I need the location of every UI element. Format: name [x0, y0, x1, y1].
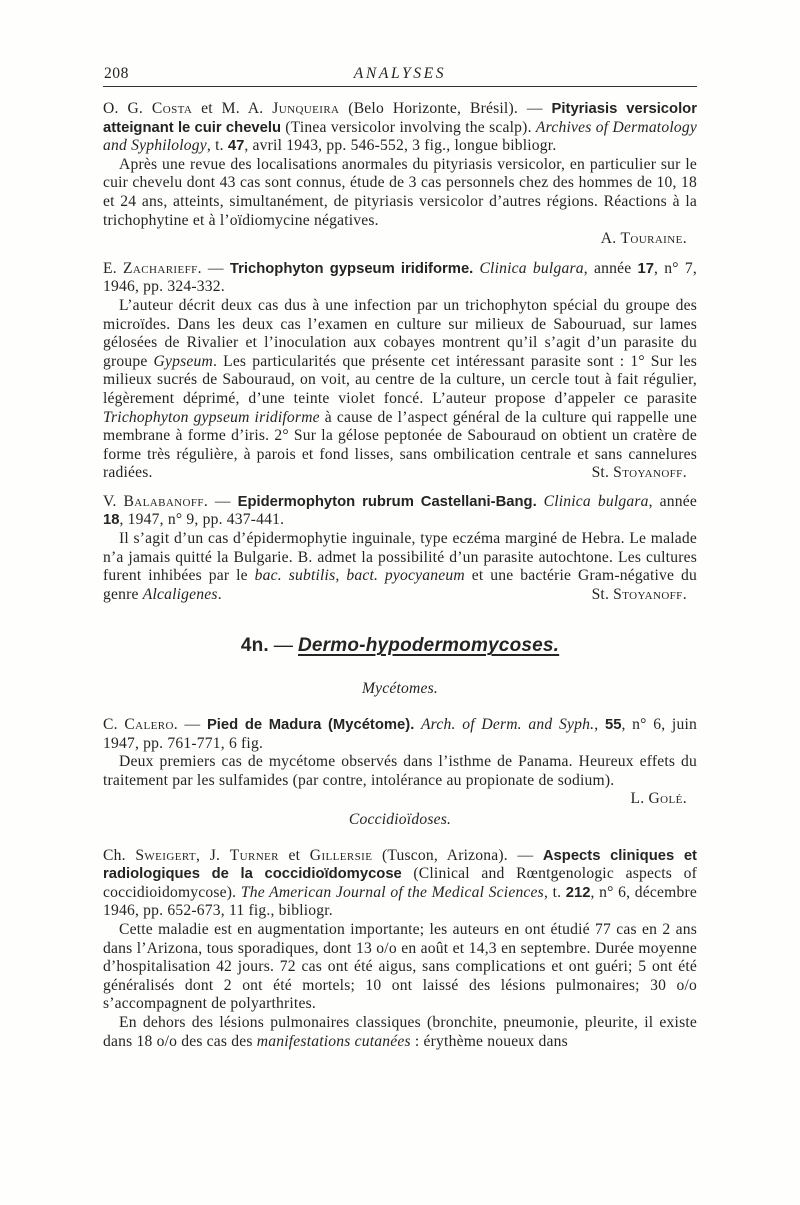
citation-text: . —: [197, 259, 230, 277]
abstract-entry: [103, 493, 697, 605]
article-title: Trichophyton gypseum iridiforme.: [229, 260, 474, 277]
abstract-text: .: [217, 585, 222, 603]
author-name: Zacharieff: [123, 259, 198, 277]
author-affiliation: (Tuscon, Arizona). —: [372, 846, 543, 864]
citation-text: , année: [583, 259, 638, 277]
article-title: Aspects cliniques et radiologiques de la coccidioïdomycose: [103, 847, 697, 883]
article-original-title: (Clinical and Rœntgenologic aspects of coccidioidomycose).: [103, 865, 697, 901]
reviewer-initial: A.: [600, 230, 621, 248]
journal-name: The American Journal of the Medical Sciences: [240, 883, 544, 901]
citation: [103, 100, 697, 156]
journal-name: Clinica bulgara: [543, 492, 649, 510]
article-original-title: (Tinea versicolor involving the scalp).: [281, 118, 536, 136]
volume-number: 17: [637, 260, 655, 277]
author-name: Gillersie: [309, 846, 373, 864]
section-title: Dermo-hypodermomycoses.: [297, 635, 560, 657]
taxon-name: Gypseum: [153, 352, 213, 370]
author-initials: et M. A.: [192, 100, 273, 117]
abstract-entry: [103, 100, 697, 249]
reviewer-initial: St.: [591, 464, 614, 482]
section-heading: [103, 634, 697, 658]
citation: [103, 847, 697, 921]
running-title: ANALYSES: [353, 65, 447, 82]
abstract-entry: [103, 847, 697, 1052]
author-name: Sweigert: [135, 846, 197, 864]
publication-details: , 1947, n° 9, pp. 437-441.: [119, 511, 285, 529]
section-number: 4n.: [240, 635, 269, 657]
abstract-body: [103, 1014, 697, 1051]
volume-number: 47: [227, 138, 245, 155]
taxon-name: Alcaligenes: [142, 585, 218, 603]
citation-text: et: [278, 846, 310, 864]
citation-text: ,: [594, 716, 605, 734]
subsection-heading: Coccidioïdoses.: [348, 811, 452, 828]
author-name: Balabanoff: [123, 492, 204, 510]
abstract-text: L’auteur décrit deux cas dus à une infection par un trichophyton spécial du groupe des microïdes. Dans les deux cas l’examen en culture sur milieux de Sabouruad, sur lames gélosées de Rivalier et l’inoculation aux cobayes montrent qu’il s’agit d’un parasite du groupe: [103, 296, 697, 370]
abstract-entry: [103, 260, 697, 483]
reviewer-name: Stoyanoff.: [613, 585, 687, 603]
volume-number: 212: [565, 884, 591, 901]
abstract-text: Deux premiers cas de mycétome observés dans l’isthme de Panama. Heureux effets du traitement par les sulfamides (par contre, intolérance au propionate de sodium).: [103, 753, 697, 789]
journal-name: Archives of Dermatology and Syphilology: [103, 118, 697, 155]
citation-text: , t.: [543, 883, 566, 901]
document-page: [103, 60, 697, 1051]
reviewer-name: Stoyanoff.: [613, 464, 687, 482]
abstract-text: . Les particularités que présente cet intéressant parasite sont : 1° Sur les milieux sucrés de Sabouraud, on voit, au centre de la culture, un cercle tout à fait régulier, légèrement déprimé, d’une teinte violet foncé. L’auteur propose d’appeler ce parasite: [103, 352, 697, 407]
article-title: Pied de Madura (Mycétome).: [206, 717, 415, 734]
author-initials: O. G.: [103, 100, 152, 117]
author-name: Calero: [124, 716, 174, 734]
citation-text: , année: [648, 492, 697, 510]
abstract-body: [103, 156, 697, 230]
emphasized-term: manifestations cutanées: [256, 1032, 411, 1050]
citation-text: [537, 493, 544, 510]
reviewer-signature: [580, 586, 697, 605]
abstract-text: : érythème noueux dans: [410, 1032, 568, 1050]
subsection-heading: Mycétomes.: [361, 680, 439, 698]
citation-text: [414, 716, 421, 733]
abstract-body: [103, 921, 697, 1014]
publication-details: , n° 6, décembre 1946, pp. 652-673, 11 fig., bibliogr.: [103, 883, 697, 920]
journal-name: Clinica bulgara: [479, 259, 584, 277]
abstract-text: Cette maladie est en augmentation importante; les auteurs en ont étudié 77 cas en 2 ans dans l’Arizona, tous sporadiques, dont 13 o/o en août et 14,3 en septembre. Durée moyenne d’hospitalisation 42 jours. 72 cas ont été aigus, sans complications et ont guéri; 5 ont été généralisés dont 2 ont été mortels; 10 ont laissé des lésions pulmonaires; 30 o/o s’accompagnent de polyarthrites.: [103, 920, 697, 1013]
reviewer-initial: St.: [591, 585, 614, 603]
author-initials: , J.: [196, 846, 230, 864]
reviewer-initial: L.: [630, 790, 649, 808]
abstract-text: et une bactérie Gram-négative du genre: [103, 567, 698, 603]
abstract-body: [103, 753, 697, 790]
reviewer-signature: [580, 464, 697, 483]
author-initials: E.: [103, 259, 123, 277]
reviewer-signature: [103, 790, 697, 809]
abstract-text: En dehors des lésions pulmonaires classiques (bronchite, pneumonie, pleurite, il existe dans 18 o/o des cas des: [103, 1013, 697, 1050]
article-title: Pityriasis versicolor atteignant le cuir chevelu: [103, 101, 697, 136]
reviewer-signature: [103, 230, 697, 249]
author-affiliation: (Belo Horizonte, Brésil). —: [339, 100, 552, 117]
reviewer-name: Touraine.: [620, 230, 687, 248]
author-name: Costa: [151, 100, 193, 117]
abstract-body: [103, 297, 697, 483]
page-header: [103, 60, 697, 87]
abstract-body: [103, 530, 697, 604]
citation: [103, 260, 697, 297]
abstract-text: Il s’agit d’un cas d’épidermophytie inguinale, type eczéma marginé de Hebra. Le malade n’a jamais quitté la Bulgarie. B. admet la possibilité d’un parasite autochtone. Les cultures furent inhibées par le: [103, 530, 697, 585]
taxon-name: Trichophyton gypseum iridiforme: [103, 408, 320, 426]
author-initials: C.: [103, 716, 125, 734]
publication-details: , n° 7, 1946, pp. 324-332.: [103, 259, 697, 296]
citation-text: . —: [173, 716, 207, 734]
author-initials: Ch.: [103, 846, 136, 864]
taxon-name: bac. subtilis, bact. pyocyaneum: [254, 567, 465, 585]
abstract-text: à cause de l’aspect général de la culture qui rappelle une membrane à forme d’iris. 2° Sur la gélose peptonée de Sabouraud on obtient un cratère de forme très régulière, à parois et fond lisses, sans ombilication centrale et sans cannelures radiées.: [103, 408, 697, 482]
abstract-text: Après une revue des localisations anormales du pityriasis versicolor, en particulier sur le cuir chevelu dont 43 cas sont connus, étude de 3 cas personnels chez des hommes de 10, 18 et 24 ans, atteints, simultanément, de pityriasis versicolor d’autres régions. Réactions à la trichophytine et à l’oïdiomycine négatives.: [103, 155, 697, 229]
author-name: Junqueira: [272, 100, 340, 117]
volume-number: 55: [604, 717, 622, 734]
author-initials: V.: [103, 492, 124, 510]
author-name: Turner: [229, 846, 279, 864]
volume-number: 18: [103, 512, 120, 529]
publication-details: , n° 6, juin 1947, pp. 761-771, 6 fig.: [103, 716, 697, 752]
abstract-entry: [103, 716, 697, 809]
reviewer-name: Golé.: [648, 790, 687, 808]
citation-text: , t.: [206, 137, 228, 155]
article-title: Epidermophyton rubrum Castellani-Bang.: [237, 493, 537, 510]
journal-name: Arch. of Derm. and Syph.: [420, 716, 595, 734]
citation-text: . —: [203, 492, 238, 510]
citation: [103, 493, 697, 530]
section-dash: —: [268, 635, 298, 657]
publication-details: , avril 1943, pp. 546-552, 3 fig., longue bibliogr.: [244, 137, 557, 155]
citation: [103, 716, 697, 753]
page-number: 208: [104, 65, 129, 82]
